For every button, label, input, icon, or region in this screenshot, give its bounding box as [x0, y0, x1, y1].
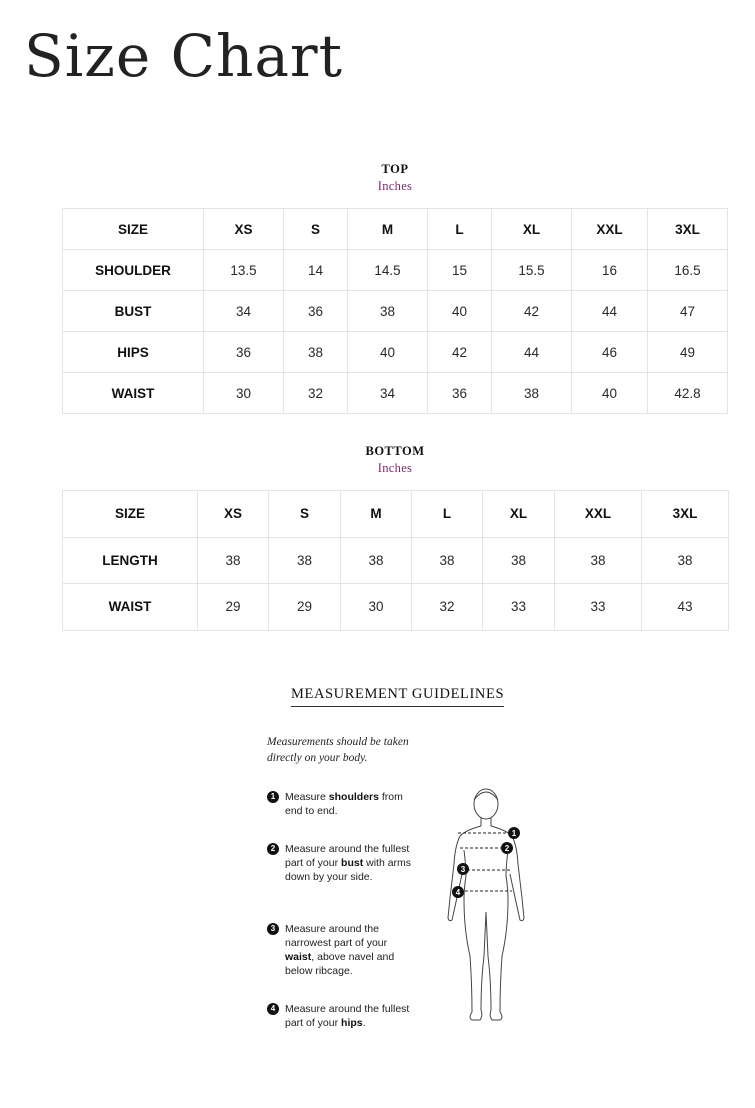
column-header: XL: [483, 491, 555, 538]
top-section-header: [0, 162, 755, 194]
measurement-lines: [458, 833, 514, 891]
table-cell: 42: [428, 332, 492, 373]
step-number-badge: 4: [267, 1003, 279, 1015]
table-cell: 38: [198, 537, 269, 584]
column-header: S: [269, 491, 341, 538]
column-header: M: [348, 209, 428, 250]
table-cell: 38: [483, 537, 555, 584]
table-cell: 34: [204, 291, 284, 332]
table-header-row: [63, 209, 728, 250]
table-cell: 38: [269, 537, 341, 584]
column-header: L: [428, 209, 492, 250]
table-cell: 38: [555, 537, 642, 584]
table-cell: 14: [284, 250, 348, 291]
column-header: XL: [492, 209, 572, 250]
table-cell: 40: [572, 373, 648, 414]
table-cell: 38: [412, 537, 483, 584]
row-label: SHOULDER: [63, 250, 204, 291]
row-label: HIPS: [63, 332, 204, 373]
bottom-section-title: BOTTOM: [365, 444, 425, 458]
column-header: SIZE: [63, 209, 204, 250]
step-text: Measure shoulders from end to end.: [285, 791, 403, 817]
column-header: S: [284, 209, 348, 250]
bottom-section-unit: Inches: [377, 461, 413, 475]
marker-2-label: 2: [504, 844, 510, 853]
table-row: [63, 291, 728, 332]
table-cell: 15: [428, 250, 492, 291]
body-measurement-figure: [436, 780, 536, 1030]
table-header-row: [63, 491, 729, 538]
column-header: SIZE: [63, 491, 198, 538]
table-cell: 43: [642, 584, 729, 631]
guidelines-intro: Measurements should be taken directly on your body.: [267, 736, 409, 764]
table-cell: 38: [348, 291, 428, 332]
table-cell: 34: [348, 373, 428, 414]
table-row: [63, 250, 728, 291]
table-cell: 13.5: [204, 250, 284, 291]
table-cell: 49: [648, 332, 728, 373]
table-cell: 42.8: [648, 373, 728, 414]
bottom-section-header: [0, 444, 755, 476]
table-cell: 36: [204, 332, 284, 373]
column-header: 3XL: [648, 209, 728, 250]
guideline-step-shoulders: [267, 790, 417, 818]
row-label: BUST: [63, 291, 204, 332]
column-header: XXL: [555, 491, 642, 538]
table-cell: 42: [492, 291, 572, 332]
marker-4-label: 4: [455, 888, 461, 897]
table-cell: 14.5: [348, 250, 428, 291]
guideline-step-waist: [267, 922, 417, 978]
table-cell: 44: [492, 332, 572, 373]
step-number-badge: 2: [267, 843, 279, 855]
step-text: Measure around the narrowest part of your waist, above navel and below ribcage.: [285, 923, 395, 977]
guidelines-title: MEASUREMENT GUIDELINES: [291, 686, 504, 707]
row-label: WAIST: [63, 373, 204, 414]
table-row: [63, 537, 729, 584]
guideline-step-bust: [267, 842, 417, 884]
table-cell: 29: [269, 584, 341, 631]
table-cell: 33: [483, 584, 555, 631]
column-header: M: [341, 491, 412, 538]
column-header: XS: [204, 209, 284, 250]
table-cell: 33: [555, 584, 642, 631]
row-label: LENGTH: [63, 537, 198, 584]
table-row: [63, 373, 728, 414]
table-cell: 32: [412, 584, 483, 631]
table-cell: 32: [284, 373, 348, 414]
marker-3-label: 3: [460, 865, 466, 874]
column-header: XS: [198, 491, 269, 538]
table-cell: 36: [428, 373, 492, 414]
table-cell: 15.5: [492, 250, 572, 291]
step-number-badge: 1: [267, 791, 279, 803]
column-header: XXL: [572, 209, 648, 250]
top-size-table: [62, 208, 728, 414]
table-row: [63, 332, 728, 373]
column-header: L: [412, 491, 483, 538]
column-header: 3XL: [642, 491, 729, 538]
table-cell: 16: [572, 250, 648, 291]
body-outline: [448, 789, 524, 1020]
table-cell: 38: [492, 373, 572, 414]
table-row: [63, 584, 729, 631]
table-cell: 30: [204, 373, 284, 414]
table-cell: 30: [341, 584, 412, 631]
step-text: Measure around the fullest part of your hips.: [285, 1003, 410, 1029]
table-cell: 40: [348, 332, 428, 373]
table-cell: 47: [648, 291, 728, 332]
table-cell: 38: [642, 537, 729, 584]
marker-1-label: 1: [511, 829, 517, 838]
table-cell: 38: [341, 537, 412, 584]
table-cell: 46: [572, 332, 648, 373]
step-number-badge: 3: [267, 923, 279, 935]
bottom-size-table: [62, 490, 729, 631]
guideline-step-hips: [267, 1002, 417, 1030]
table-cell: 40: [428, 291, 492, 332]
table-cell: 38: [284, 332, 348, 373]
table-cell: 16.5: [648, 250, 728, 291]
top-section-title: TOP: [381, 162, 409, 176]
row-label: WAIST: [63, 584, 198, 631]
step-text: Measure around the fullest part of your bust with arms down by your side.: [285, 843, 412, 883]
top-section-unit: Inches: [377, 179, 413, 193]
page-title: Size Chart: [24, 22, 343, 90]
measurement-markers: [452, 827, 520, 898]
table-cell: 44: [572, 291, 648, 332]
table-cell: 36: [284, 291, 348, 332]
table-cell: 29: [198, 584, 269, 631]
